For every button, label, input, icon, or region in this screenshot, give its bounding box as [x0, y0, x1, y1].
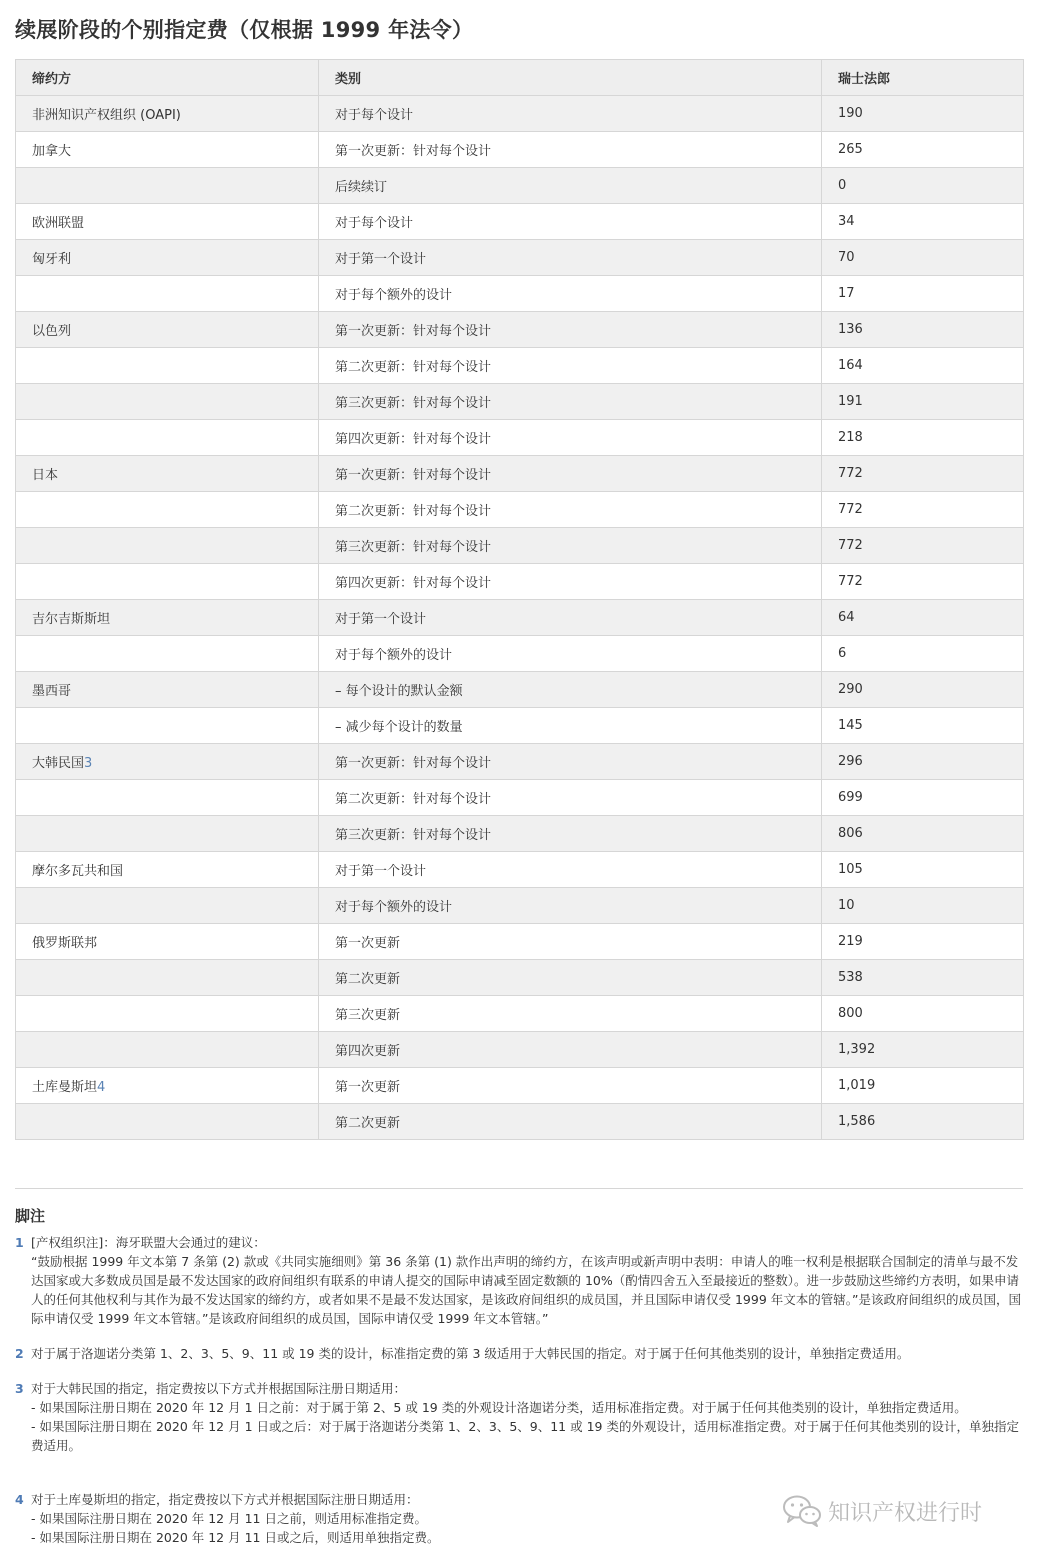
- cell-fee: 17: [822, 276, 1024, 312]
- cell-fee: 1,586: [822, 1104, 1024, 1140]
- table-row: [16, 528, 1024, 564]
- cell-category: 对于第一个设计: [319, 240, 822, 276]
- cell-party: [16, 168, 319, 204]
- cell-fee: 772: [822, 492, 1024, 528]
- table-row: [16, 276, 1024, 312]
- cell-party: [16, 960, 319, 996]
- cell-party: [16, 708, 319, 744]
- cell-category: 第三次更新：针对每个设计: [319, 528, 822, 564]
- watermark: [782, 1494, 982, 1528]
- cell-party: [16, 1104, 319, 1140]
- cell-party: [16, 1068, 319, 1104]
- cell-fee: 1,019: [822, 1068, 1024, 1104]
- table-row: [16, 816, 1024, 852]
- cell-fee: 772: [822, 456, 1024, 492]
- cell-party: [16, 96, 319, 132]
- cell-party: [16, 492, 319, 528]
- table-row: [16, 672, 1024, 708]
- cell-category: 第二次更新：针对每个设计: [319, 780, 822, 816]
- wechat-icon: [782, 1494, 822, 1528]
- watermark-text: 知识产权进行时: [828, 1500, 983, 1526]
- party-name: 以色列: [32, 324, 72, 339]
- cell-category: 后续续订: [319, 168, 822, 204]
- cell-fee: 34: [822, 204, 1024, 240]
- footnote-line: [产权组织注]：海牙联盟大会通过的建议：: [31, 1235, 266, 1250]
- cell-category: 第四次更新：针对每个设计: [319, 564, 822, 600]
- cell-fee: 218: [822, 420, 1024, 456]
- column-header-category: 类别: [319, 60, 822, 96]
- cell-party: [16, 204, 319, 240]
- cell-party: [16, 420, 319, 456]
- cell-category: 对于第一个设计: [319, 852, 822, 888]
- cell-category: 第三次更新: [319, 996, 822, 1032]
- footnote-number: 2: [15, 1346, 24, 1361]
- cell-fee: 191: [822, 384, 1024, 420]
- cell-fee: 145: [822, 708, 1024, 744]
- cell-party: [16, 996, 319, 1032]
- party-name: 匈牙利: [32, 252, 72, 267]
- party-name: 摩尔多瓦共和国: [32, 864, 124, 879]
- footnote-1: [15, 1233, 1025, 1328]
- party-name: 欧洲联盟: [32, 216, 85, 231]
- cell-party: [16, 528, 319, 564]
- cell-category: 第一次更新: [319, 1068, 822, 1104]
- cell-fee: 64: [822, 600, 1024, 636]
- table-row: [16, 492, 1024, 528]
- cell-fee: 800: [822, 996, 1024, 1032]
- table-row: [16, 456, 1024, 492]
- footnote-line: - 如果国际注册日期在 2020 年 12 月 1 日或之后：对于属于洛迦诺分类第 1、2、3、5、9、11 或 19 类的外观设计，适用标准指定费。对于属于任何其他类别的设计，单独指定费适用。: [31, 1419, 1019, 1453]
- cell-party: [16, 348, 319, 384]
- footnote-line: “鼓励根据 1999 年文本第 7 条第 (2) 款或《共同实施细则》第 36 条第 (1) 款作出声明的缔约方，在该声明或新声明中表明：申请人的唯一权利是根据联合国制定的清单与最不发达国家或大多数成员国是最不发达国家的政府间组织有联系的申请人提交的国际申请减至固定数额的 10%（酌情四舍五入至最接近的整数）。进一步鼓励这些缔约方表明，如果申请人的任何其他权利与其作为最不发达国家的缔约方，或者如果不是最不发达国家，是该政府间组织的成员国，并且国际申请仅受 1999 年文本的管辖。”是该政府间组织的成员国，国际申请仅受 1999 年文本管辖。”是该政府间组织的成员国，国际申请仅受 1999 年文本管辖。”: [31, 1254, 1021, 1326]
- table-row: [16, 384, 1024, 420]
- table-row: [16, 888, 1024, 924]
- cell-fee: 296: [822, 744, 1024, 780]
- cell-fee: 699: [822, 780, 1024, 816]
- cell-fee: 265: [822, 132, 1024, 168]
- cell-category: 第二次更新：针对每个设计: [319, 492, 822, 528]
- cell-party: [16, 276, 319, 312]
- table-row: [16, 1068, 1024, 1104]
- table-row: [16, 204, 1024, 240]
- party-name: 墨西哥: [32, 684, 72, 699]
- cell-category: 第二次更新: [319, 1104, 822, 1140]
- cell-fee: 219: [822, 924, 1024, 960]
- cell-fee: 772: [822, 564, 1024, 600]
- footnote-line: 对于大韩民国的指定，指定费按以下方式并根据国际注册日期适用：: [31, 1381, 407, 1396]
- cell-category: 第三次更新：针对每个设计: [319, 384, 822, 420]
- footnote-line: - 如果国际注册日期在 2020 年 12 月 11 日或之后，则适用单独指定费。: [31, 1530, 440, 1545]
- table-row: [16, 1032, 1024, 1068]
- cell-fee: 772: [822, 528, 1024, 564]
- table-row: [16, 312, 1024, 348]
- cell-category: 对于每个额外的设计: [319, 276, 822, 312]
- cell-category: 第二次更新: [319, 960, 822, 996]
- cell-fee: 290: [822, 672, 1024, 708]
- cell-party: [16, 852, 319, 888]
- cell-party: [16, 312, 319, 348]
- column-header-party: 缔约方: [16, 60, 319, 96]
- cell-fee: 164: [822, 348, 1024, 384]
- cell-party: [16, 564, 319, 600]
- cell-category: 对于每个设计: [319, 96, 822, 132]
- table-row: [16, 96, 1024, 132]
- table-row: [16, 1104, 1024, 1140]
- party-name: 非洲知识产权组织 (OAPI): [32, 108, 181, 123]
- cell-fee: 10: [822, 888, 1024, 924]
- cell-category: 对于每个额外的设计: [319, 888, 822, 924]
- party-name: 吉尔吉斯斯坦: [32, 612, 111, 627]
- cell-party: [16, 456, 319, 492]
- table-row: [16, 600, 1024, 636]
- table-row: [16, 924, 1024, 960]
- cell-party: [16, 816, 319, 852]
- cell-fee: 190: [822, 96, 1024, 132]
- party-name: 日本: [32, 468, 59, 483]
- table-row: [16, 780, 1024, 816]
- footnote-line: 对于土库曼斯坦的指定，指定费按以下方式并根据国际注册日期适用：: [31, 1492, 419, 1507]
- cell-fee: 6: [822, 636, 1024, 672]
- cell-party: [16, 636, 319, 672]
- footnote-line: 对于属于洛迦诺分类第 1、2、3、5、9、11 或 19 类的设计，标准指定费的第 3 级适用于大韩民国的指定。对于属于任何其他类别的设计，单独指定费适用。: [31, 1346, 910, 1361]
- cell-party: [16, 672, 319, 708]
- cell-fee: 1,392: [822, 1032, 1024, 1068]
- table-row: [16, 564, 1024, 600]
- cell-category: 第一次更新：针对每个设计: [319, 132, 822, 168]
- cell-category: 第二次更新：针对每个设计: [319, 348, 822, 384]
- cell-category: 第一次更新: [319, 924, 822, 960]
- party-name: 加拿大: [32, 144, 72, 159]
- table-row: [16, 744, 1024, 780]
- table-row: [16, 960, 1024, 996]
- cell-fee: 136: [822, 312, 1024, 348]
- table-row: [16, 168, 1024, 204]
- cell-party: [16, 384, 319, 420]
- table-row: [16, 852, 1024, 888]
- column-header-fee: 瑞士法郎: [822, 60, 1024, 96]
- cell-fee: 806: [822, 816, 1024, 852]
- cell-category: 对于第一个设计: [319, 600, 822, 636]
- table-row: [16, 636, 1024, 672]
- cell-category: 第四次更新：针对每个设计: [319, 420, 822, 456]
- cell-category: 第三次更新：针对每个设计: [319, 816, 822, 852]
- party-name: 俄罗斯联邦: [32, 936, 98, 951]
- cell-party: [16, 240, 319, 276]
- cell-party: [16, 744, 319, 780]
- cell-fee: 538: [822, 960, 1024, 996]
- table-row: [16, 240, 1024, 276]
- cell-party: [16, 924, 319, 960]
- cell-party: [16, 780, 319, 816]
- cell-category: 第一次更新：针对每个设计: [319, 456, 822, 492]
- footnote-line: - 如果国际注册日期在 2020 年 12 月 11 日之前，则适用标准指定费。: [31, 1511, 427, 1526]
- table-row: [16, 996, 1024, 1032]
- table-row: [16, 132, 1024, 168]
- cell-category: 第四次更新: [319, 1032, 822, 1068]
- table-header-row: [16, 60, 1024, 96]
- cell-fee: 105: [822, 852, 1024, 888]
- footnote-number: 3: [15, 1381, 24, 1396]
- cell-category: 对于每个额外的设计: [319, 636, 822, 672]
- cell-party: [16, 132, 319, 168]
- cell-fee: 70: [822, 240, 1024, 276]
- footnote-2: [15, 1344, 1025, 1363]
- party-name: 土库曼斯坦: [32, 1080, 98, 1095]
- footnote-number: 4: [15, 1492, 24, 1507]
- section-divider: [15, 1188, 1023, 1189]
- cell-category: – 减少每个设计的数量: [319, 708, 822, 744]
- footnote-reference-link[interactable]: 4: [97, 1080, 106, 1095]
- party-name: 大韩民国: [32, 756, 85, 771]
- cell-party: [16, 888, 319, 924]
- cell-party: [16, 600, 319, 636]
- page-title: 续展阶段的个别指定费（仅根据 1999 年法令）: [15, 18, 474, 42]
- footnotes-title: 脚注: [15, 1207, 46, 1225]
- footnote-line: - 如果国际注册日期在 2020 年 12 月 1 日之前：对于属于第 2、5 或 19 类的外观设计洛迦诺分类，适用标准指定费。对于属于任何其他类别的设计，单独指定费适用。: [31, 1400, 967, 1415]
- table-row: [16, 708, 1024, 744]
- footnote-reference-link[interactable]: 3: [84, 756, 93, 771]
- cell-category: – 每个设计的默认金额: [319, 672, 822, 708]
- table-row: [16, 348, 1024, 384]
- fees-table: [15, 59, 1024, 1140]
- cell-category: 第一次更新：针对每个设计: [319, 744, 822, 780]
- footnote-3: [15, 1379, 1025, 1455]
- cell-category: 对于每个设计: [319, 204, 822, 240]
- footnote-number: 1: [15, 1235, 24, 1250]
- cell-party: [16, 1032, 319, 1068]
- table-row: [16, 420, 1024, 456]
- cell-category: 第一次更新：针对每个设计: [319, 312, 822, 348]
- cell-fee: 0: [822, 168, 1024, 204]
